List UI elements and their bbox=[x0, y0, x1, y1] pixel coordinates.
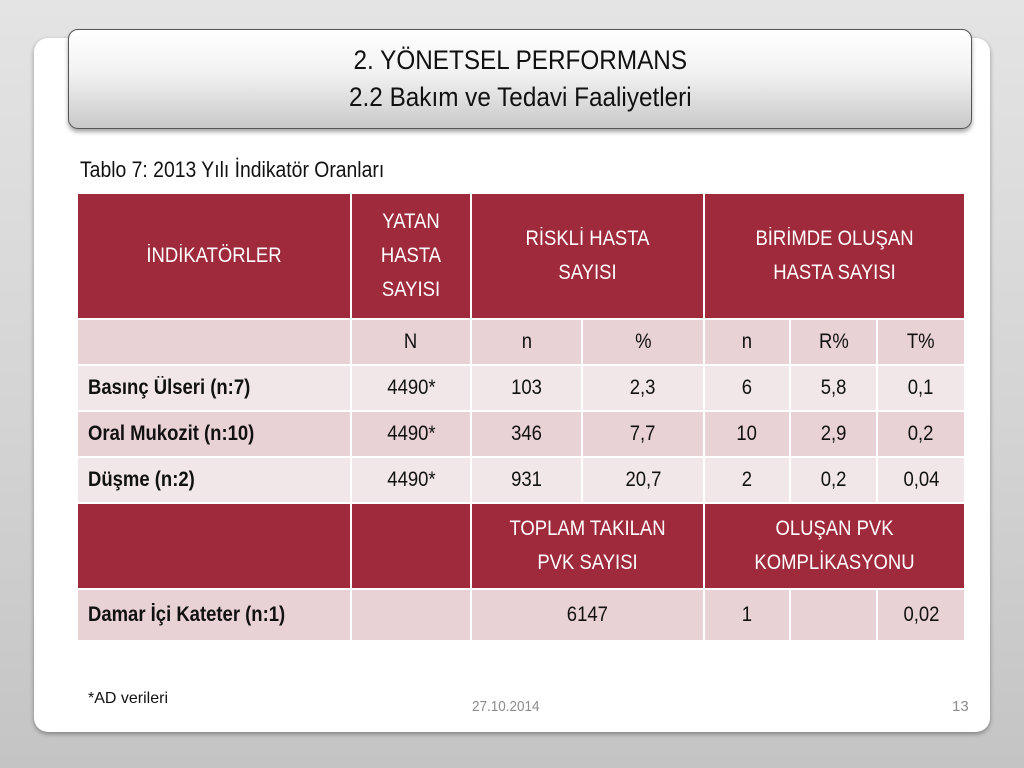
table-row bbox=[77, 589, 965, 641]
row-label: Basınç Ülseri (n:7) bbox=[77, 365, 351, 411]
cell-N: 4490* bbox=[351, 365, 471, 411]
table-caption: Tablo 7: 2013 Yılı İndikatör Oranları bbox=[80, 157, 385, 182]
table-row bbox=[77, 457, 965, 503]
cell-occ-t: 0,04 bbox=[877, 457, 965, 503]
cell-risky-pct: 2,3 bbox=[582, 365, 704, 411]
subheader-occ-t: T% bbox=[877, 319, 965, 365]
cell-risky-pct: 20,7 bbox=[582, 457, 704, 503]
cell-empty bbox=[790, 589, 877, 641]
cell-total-pvk: 6147 bbox=[471, 589, 704, 641]
cell-occ-r: 2,9 bbox=[790, 411, 877, 457]
header-total-pvk: TOPLAM TAKILAN PVK SAYISI bbox=[471, 503, 704, 589]
row-label: Düşme (n:2) bbox=[77, 457, 351, 503]
pvk-header-row bbox=[77, 503, 965, 589]
header-row bbox=[77, 193, 965, 319]
header-risky-patients: RİSKLİ HASTA SAYISI bbox=[471, 193, 704, 319]
indicator-table bbox=[76, 192, 966, 642]
header-inpatients: YATAN HASTA SAYISI bbox=[351, 193, 471, 319]
page-number: 13 bbox=[952, 698, 969, 715]
cell-occ-n: 1 bbox=[704, 589, 790, 641]
subheader-risky-n: n bbox=[471, 319, 582, 365]
header-occurring-patients: BİRİMDE OLUŞAN HASTA SAYISI bbox=[704, 193, 965, 319]
cell-occ-t: 0,1 bbox=[877, 365, 965, 411]
table-row bbox=[77, 411, 965, 457]
subheader-N: N bbox=[351, 319, 471, 365]
footnote: *AD verileri bbox=[88, 690, 169, 707]
cell-risky-pct: 7,7 bbox=[582, 411, 704, 457]
table-row bbox=[77, 365, 965, 411]
footer-date: 27.10.2014 bbox=[472, 698, 540, 715]
cell-risky-n: 103 bbox=[471, 365, 582, 411]
cell-occ-n: 2 bbox=[704, 457, 790, 503]
slide-title: 2. YÖNETSEL PERFORMANS bbox=[353, 45, 687, 75]
subheader-empty bbox=[77, 319, 351, 365]
subheader-row bbox=[77, 319, 965, 365]
subheader-occ-r: R% bbox=[790, 319, 877, 365]
cell-risky-n: 346 bbox=[471, 411, 582, 457]
cell-occ-n: 6 bbox=[704, 365, 790, 411]
cell-occ-r: 5,8 bbox=[790, 365, 877, 411]
header-pvk-complication: OLUŞAN PVK KOMPLİKASYONU bbox=[704, 503, 965, 589]
pvk-header-empty-1 bbox=[77, 503, 351, 589]
cell-occ-t: 0,2 bbox=[877, 411, 965, 457]
cell-risky-n: 931 bbox=[471, 457, 582, 503]
cell-N: 4490* bbox=[351, 411, 471, 457]
cell-occ-r: 0,2 bbox=[790, 457, 877, 503]
title-box bbox=[68, 29, 972, 129]
cell-occ-n: 10 bbox=[704, 411, 790, 457]
slide-subtitle: 2.2 Bakım ve Tedavi Faaliyetleri bbox=[348, 82, 692, 112]
cell-empty bbox=[351, 589, 471, 641]
row-label: Damar İçi Kateter (n:1) bbox=[77, 589, 351, 641]
pvk-header-empty-2 bbox=[351, 503, 471, 589]
header-indicators: İNDİKATÖRLER bbox=[77, 193, 351, 319]
subheader-occ-n: n bbox=[704, 319, 790, 365]
cell-occ-t: 0,02 bbox=[877, 589, 965, 641]
subheader-risky-pct: % bbox=[582, 319, 704, 365]
row-label: Oral Mukozit (n:10) bbox=[77, 411, 351, 457]
cell-N: 4490* bbox=[351, 457, 471, 503]
